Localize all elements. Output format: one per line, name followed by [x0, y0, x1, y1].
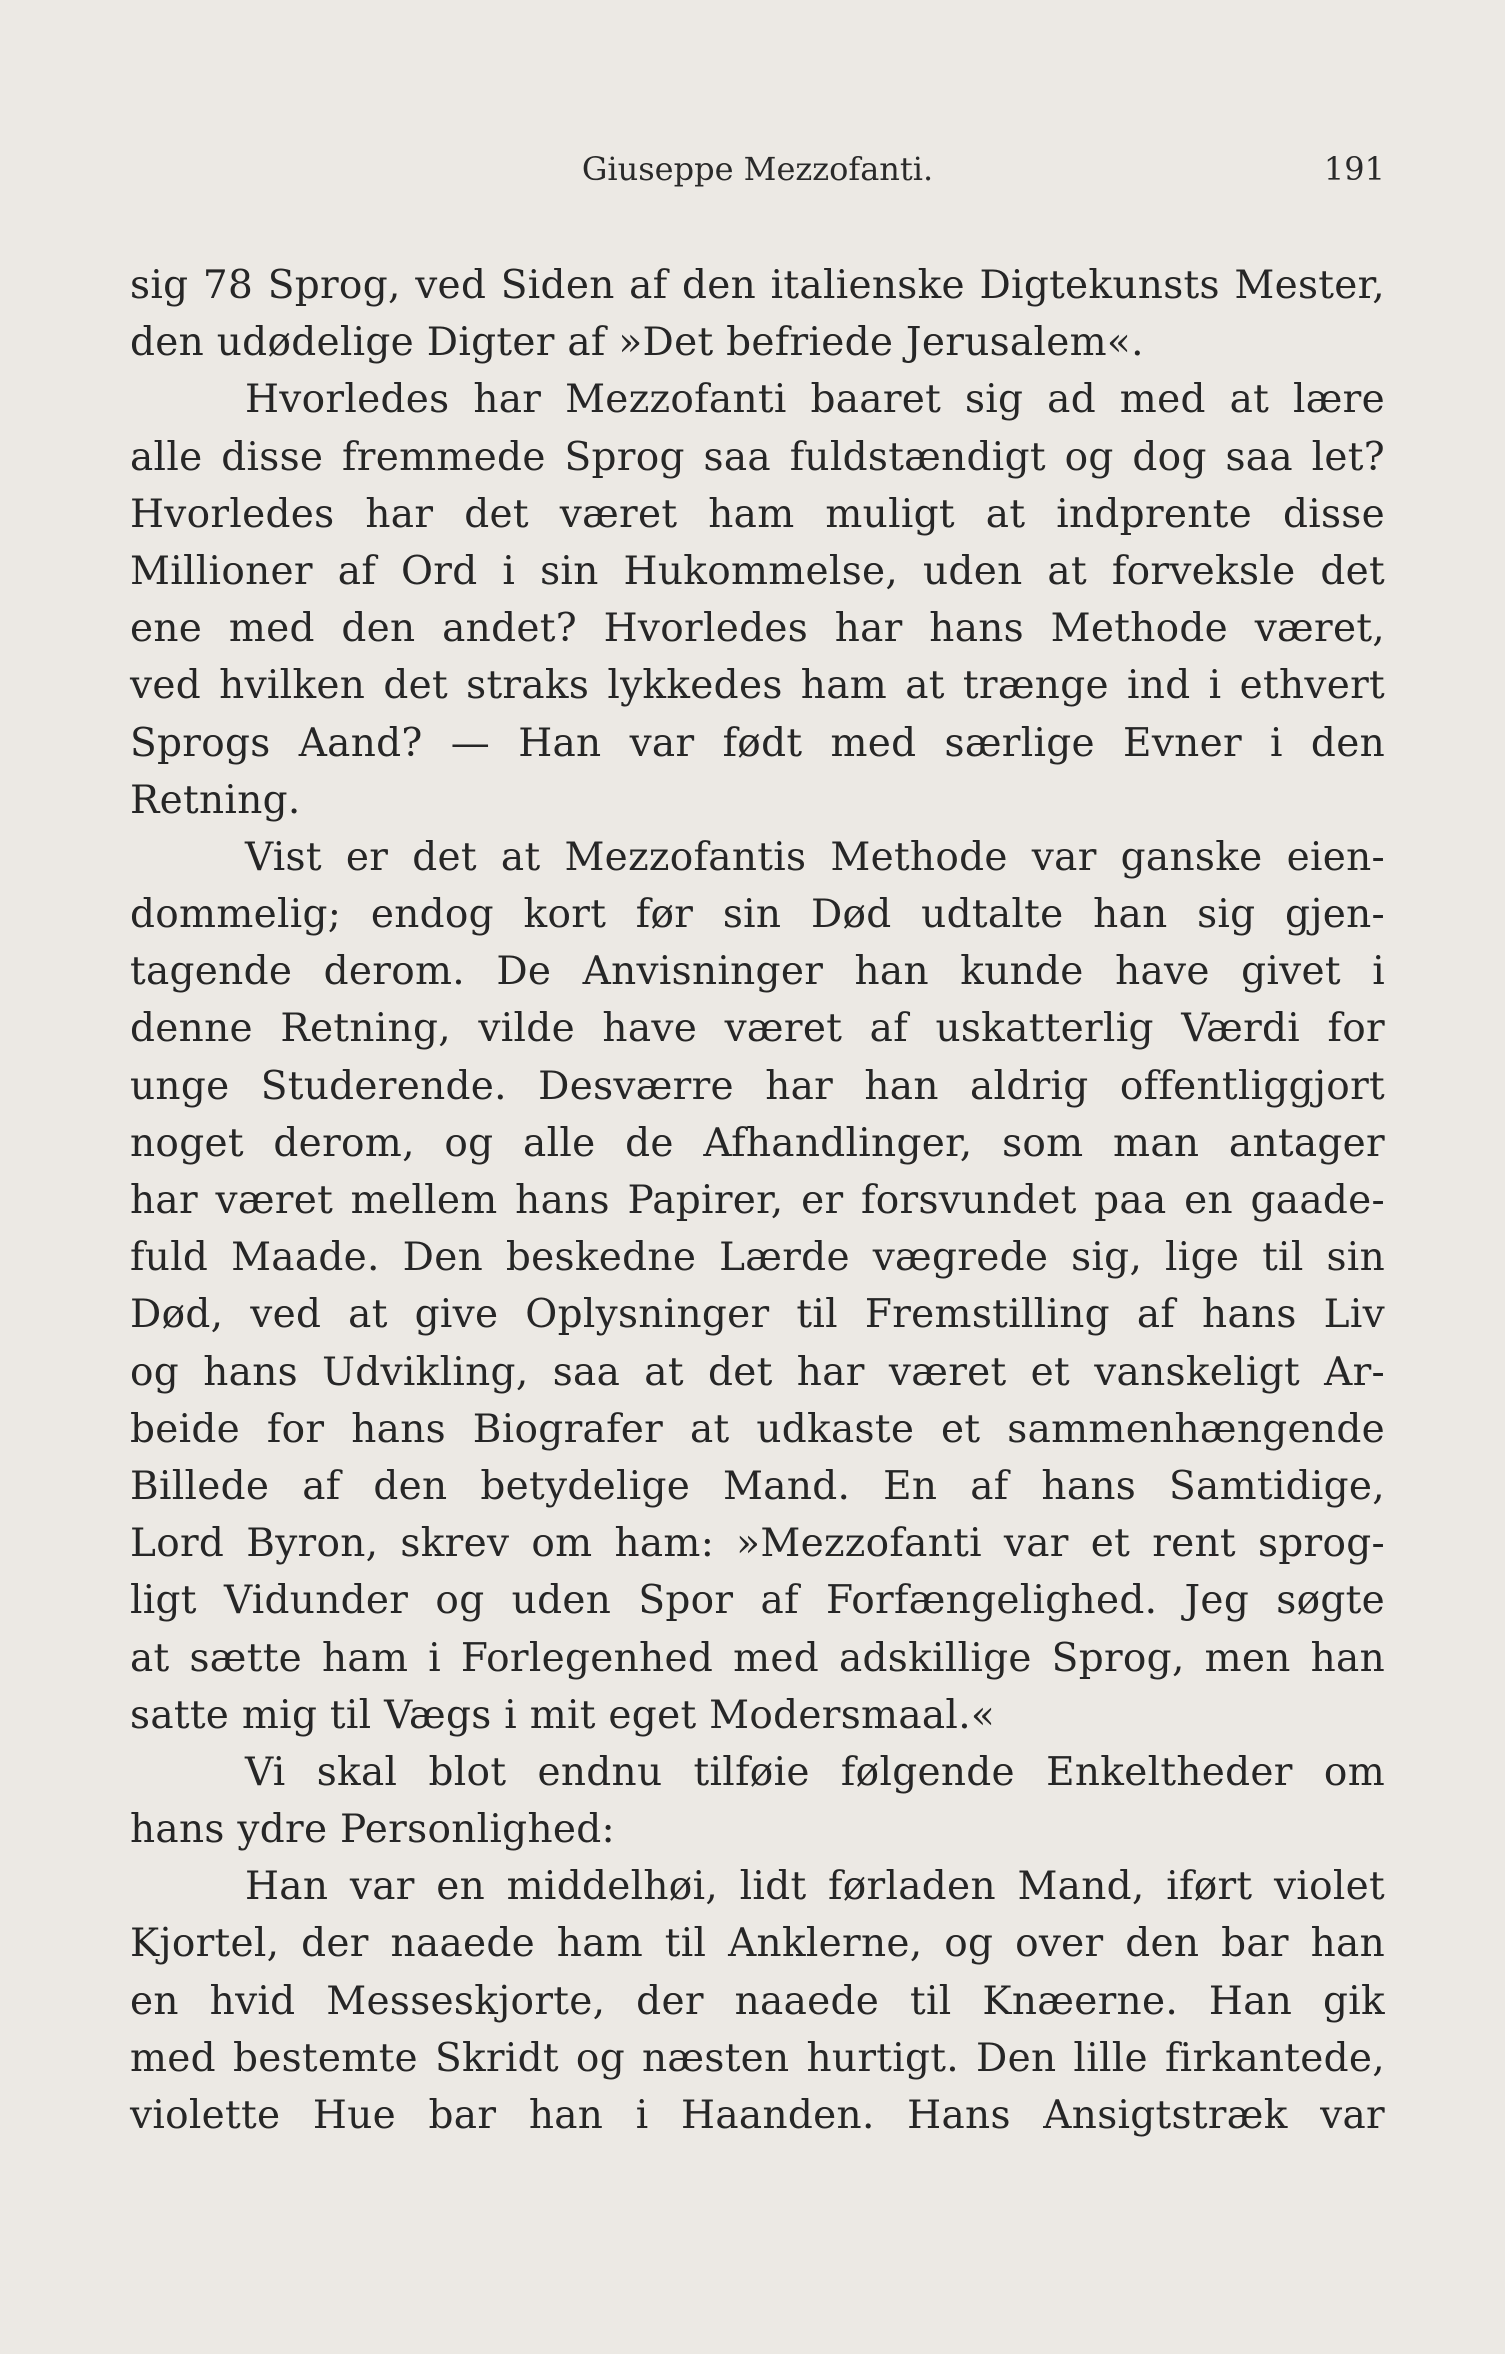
text-line: Hvorledes har det været ham muligt at indprente disse — [130, 491, 1385, 537]
text-line: Sprogs Aand? — Han var født med særlige Evner i den — [130, 720, 1385, 766]
text-line: sig 78 Sprog, ved Siden af den italienske Digtekunsts Mester, — [130, 263, 1385, 308]
text-line: Retning. — [130, 777, 301, 823]
text-line: ved hvilken det straks lykkedes ham at trænge ind i ethvert — [130, 663, 1385, 709]
text-line: ene med den andet? Hvorledes har hans Methode været, — [130, 606, 1385, 652]
text-line: med bestemte Skridt og næsten hurtigt. Den lille firkantede, — [130, 2035, 1385, 2081]
text-line: Han var en middelhøi, lidt førladen Mand, iført violet — [245, 1864, 1385, 1910]
text-line: fuld Maade. Den beskedne Lærde vægrede sig, lige til sin — [130, 1235, 1385, 1281]
text-line: en hvid Messeskjorte, der naaede til Knæerne. Han gik — [130, 1978, 1385, 2024]
text-line: hans ydre Personlighed: — [130, 1807, 615, 1853]
text-line: Død, ved at give Oplysninger til Fremstilling af hans Liv — [130, 1292, 1385, 1338]
text-line: den udødelige Digter af »Det befriede Jerusalem«. — [130, 320, 1144, 366]
page-number: 191 — [1323, 150, 1385, 188]
text-line: violette Hue bar han i Haanden. Hans Ansigtstræk var — [130, 2093, 1385, 2138]
text-line: Vi skal blot endnu tilføie følgende Enkeltheder om — [245, 1749, 1385, 1795]
text-line: Kjortel, der naaede ham til Anklerne, og over den bar han — [130, 1921, 1385, 1967]
text-line: Lord Byron, skrev om ham: »Mezzofanti var et rent sprog- — [130, 1521, 1385, 1567]
text-line: denne Retning, vilde have været af uskatterlig Værdi for — [130, 1006, 1385, 1052]
text-line: har været mellem hans Papirer, er forsvundet paa en gaade- — [130, 1178, 1385, 1223]
text-line: Millioner af Ord i sin Hukommelse, uden at forveksle det — [130, 548, 1385, 594]
body-text — [130, 257, 1385, 2144]
text-line: unge Studerende. Desværre har han aldrig offentliggjort — [130, 1063, 1385, 1109]
text-line: tagende derom. De Anvisninger han kunde have givet i — [130, 949, 1385, 995]
text-line: at sætte ham i Forlegenhed med adskillige Sprog, men han — [130, 1635, 1385, 1681]
text-line: noget derom, og alle de Afhandlinger, som man antager — [130, 1120, 1385, 1166]
text-line: beide for hans Biografer at udkaste et sammenhængende — [130, 1406, 1385, 1452]
text-line: ligt Vidunder og uden Spor af Forfængelighed. Jeg søgte — [130, 1578, 1385, 1624]
text-line: Vist er det at Mezzofantis Methode var ganske eien- — [245, 834, 1385, 880]
text-line: Hvorledes har Mezzofanti baaret sig ad med at lære — [245, 377, 1385, 423]
text-line: Billede af den betydelige Mand. En af hans Samtidige, — [130, 1463, 1385, 1509]
text-line: satte mig til Vægs i mit eget Modersmaal.« — [130, 1692, 996, 1738]
running-head — [130, 150, 1385, 200]
text-line: alle disse fremmede Sprog saa fuldstændigt og dog saa let? — [130, 434, 1385, 480]
text-line: dommelig; endog kort før sin Død udtalte han sig gjen- — [130, 892, 1385, 938]
text-line: og hans Udvikling, saa at det har været et vanskeligt Ar- — [130, 1349, 1385, 1395]
running-title: Giuseppe Mezzofanti. — [581, 150, 934, 188]
